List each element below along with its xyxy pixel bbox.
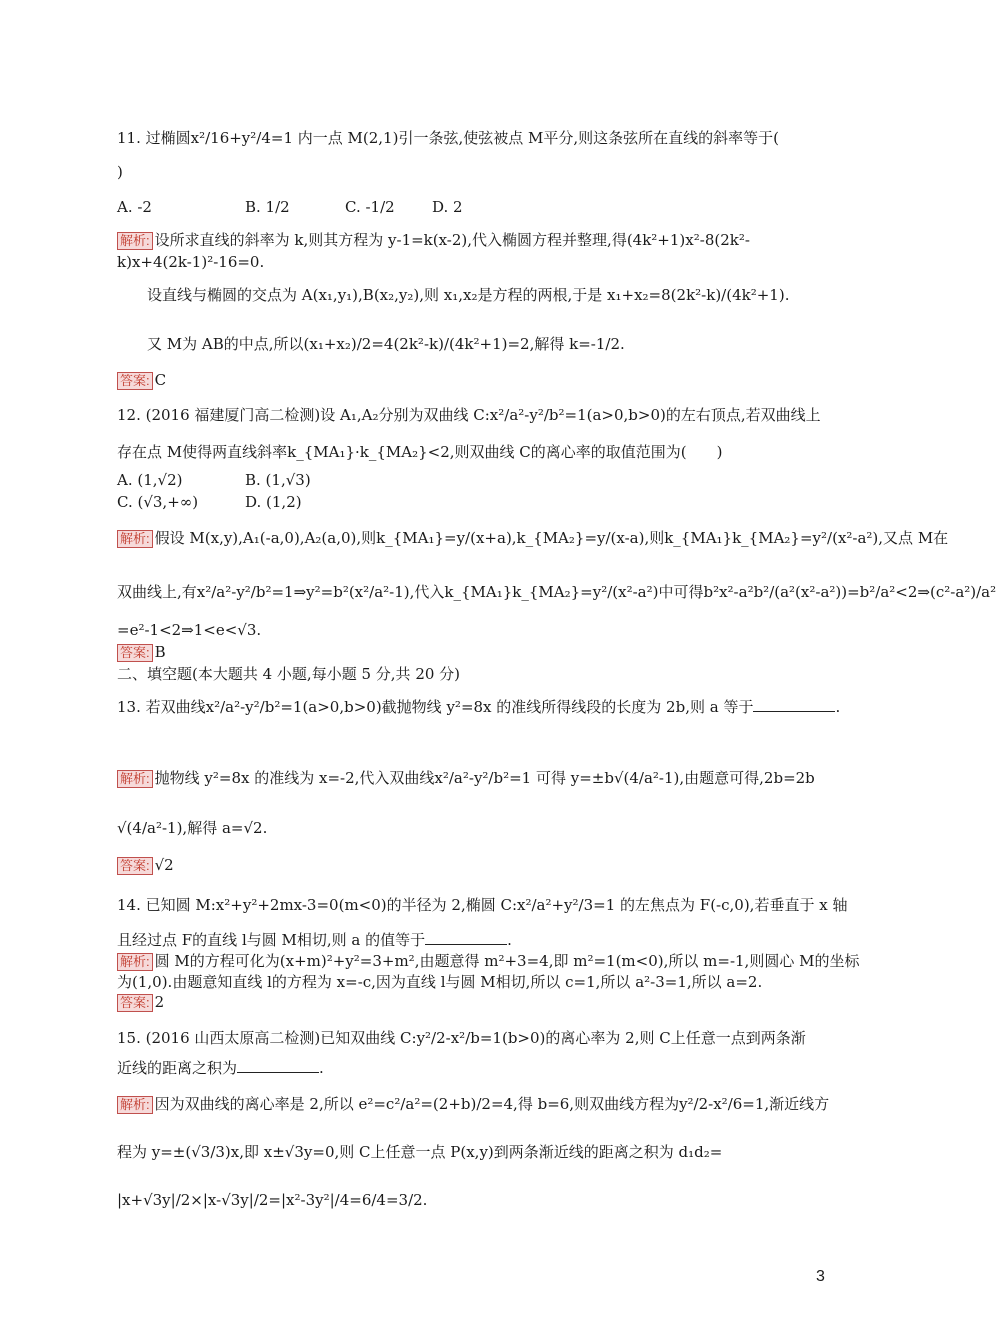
q11-answer: 答案: C (117, 370, 833, 390)
solution-tag: 解析: (117, 770, 153, 788)
q14-answer: 答案: 2 (117, 992, 833, 1012)
answer-tag: 答案: (117, 644, 153, 662)
q12-option-d: D. (1,2) (245, 493, 302, 511)
answer-blank (753, 697, 835, 712)
answer-blank (237, 1058, 319, 1073)
q11-stem-cont: ) (117, 163, 123, 181)
q12-solution-line: =e²-1<2⇒1<e<√3. (117, 621, 262, 639)
q11-option-a: A. -2 (117, 198, 152, 216)
answer-blank (425, 930, 507, 945)
q15-stem-cont: 近线的距离之积为 . (117, 1059, 324, 1077)
q12-answer: 答案: B (117, 642, 833, 662)
answer-tag: 答案: (117, 857, 153, 875)
q14-solution-line: 解析: 圆 M的方程可化为(x+m)²+y²=3+m²,由题意得 m²+3=4,即 m²=1(m<0),所以 m=-1,则圆心 M的坐标 (117, 951, 833, 971)
answer-tag: 答案: (117, 994, 153, 1012)
page-number: 3 (816, 1268, 825, 1285)
q12-option-a: A. (1,√2) (117, 471, 183, 489)
q15-solution-line: 程为 y=±(√3/3)x,即 x±√3y=0,则 C上任意一点 P(x,y)到两条渐近线的距离之积为 d₁d₂= (117, 1143, 723, 1161)
q12-stem-cont: 存在点 M使得两直线斜率k_{MA₁}·k_{MA₂}<2,则双曲线 C的离心率的取值范围为( ) (117, 443, 723, 461)
q11-stem: 11. 过椭圆x²/16+y²/4=1 内一点 M(2,1)引一条弦,使弦被点 M平分,则这条弦所在直线的斜率等于( (117, 129, 779, 147)
q11-solution-line: k)x+4(2k-1)²-16=0. (117, 253, 265, 271)
q12-solution-line: 双曲线上,有x²/a²-y²/b²=1⇒y²=b²(x²/a²-1),代入k_{MA₁}k_{MA₂}=y²/(x²-a²)中可得b²x²-a²b²/(a²(x²-a²))=b²/a²<2⇒(c²-a²)/a² (117, 583, 996, 601)
q13-solution-line: √(4/a²-1),解得 a=√2. (117, 819, 268, 837)
q12-solution-line: 解析: 假设 M(x,y),A₁(-a,0),A₂(a,0),则k_{MA₁}=y/(x+a),k_{MA₂}=y/(x-a),则k_{MA₁}k_{MA₂}=y²/(x²-a²),又点 M在 (117, 528, 833, 548)
q11-option-c: C. -1/2 (345, 198, 395, 216)
q11-solution-line: 设直线与椭圆的交点为 A(x₁,y₁),B(x₂,y₂),则 x₁,x₂是方程的两根,于是 x₁+x₂=8(2k²-k)/(4k²+1). (147, 286, 790, 304)
q12-option-b: B. (1,√3) (245, 471, 311, 489)
q13-solution-line: 解析: 抛物线 y²=8x 的准线为 x=-2,代入双曲线x²/a²-y²/b²=1 可得 y=±b√(4/a²-1),由题意可得,2b=2b (117, 768, 833, 788)
answer-tag: 答案: (117, 372, 153, 390)
section-heading: 二、填空题(本大题共 4 小题,每小题 5 分,共 20 分) (117, 665, 461, 683)
solution-tag: 解析: (117, 232, 153, 250)
q11-solution-line: 又 M为 AB的中点,所以(x₁+x₂)/2=4(2k²-k)/(4k²+1)=2,解得 k=-1/2. (147, 335, 625, 353)
q12-stem: 12. (2016 福建厦门高二检测)设 A₁,A₂分别为双曲线 C:x²/a²-y²/b²=1(a>0,b>0)的左右顶点,若双曲线上 (117, 406, 821, 424)
q13-stem: 13. 若双曲线x²/a²-y²/b²=1(a>0,b>0)截抛物线 y²=8x 的准线所得线段的长度为 2b,则 a 等于 . (117, 698, 841, 716)
q13-answer: 答案: √2 (117, 855, 833, 875)
solution-tag: 解析: (117, 1096, 153, 1114)
q12-option-c: C. (√3,+∞) (117, 493, 199, 511)
q14-stem: 14. 已知圆 M:x²+y²+2mx-3=0(m<0)的半径为 2,椭圆 C:x²/a²+y²/3=1 的左焦点为 F(-c,0),若垂直于 x 轴 (117, 896, 848, 914)
q15-stem: 15. (2016 山西太原高二检测)已知双曲线 C:y²/2-x²/b=1(b>0)的离心率为 2,则 C上任意一点到两条渐 (117, 1029, 806, 1047)
q11-option-d: D. 2 (432, 198, 463, 216)
solution-tag: 解析: (117, 530, 153, 548)
q11-option-b: B. 1/2 (245, 198, 290, 216)
solution-tag: 解析: (117, 953, 153, 971)
q15-solution-line: |x+√3y|/2×|x-√3y|/2=|x²-3y²|/4=6/4=3/2. (117, 1191, 428, 1209)
q11-solution-line: 解析: 设所求直线的斜率为 k,则其方程为 y-1=k(x-2),代入椭圆方程并整理,得(4k²+1)x²-8(2k²- (117, 230, 833, 250)
q15-solution-line: 解析: 因为双曲线的离心率是 2,所以 e²=c²/a²=(2+b)/2=4,得 b=6,则双曲线方程为y²/2-x²/6=1,渐近线方 (117, 1094, 833, 1114)
q14-solution-line: 为(1,0).由题意知直线 l的方程为 x=-c,因为直线 l与圆 M相切,所以 c=1,所以 a²-3=1,所以 a=2. (117, 973, 763, 991)
q14-stem-cont: 且经过点 F的直线 l与圆 M相切,则 a 的值等于 . (117, 931, 512, 949)
